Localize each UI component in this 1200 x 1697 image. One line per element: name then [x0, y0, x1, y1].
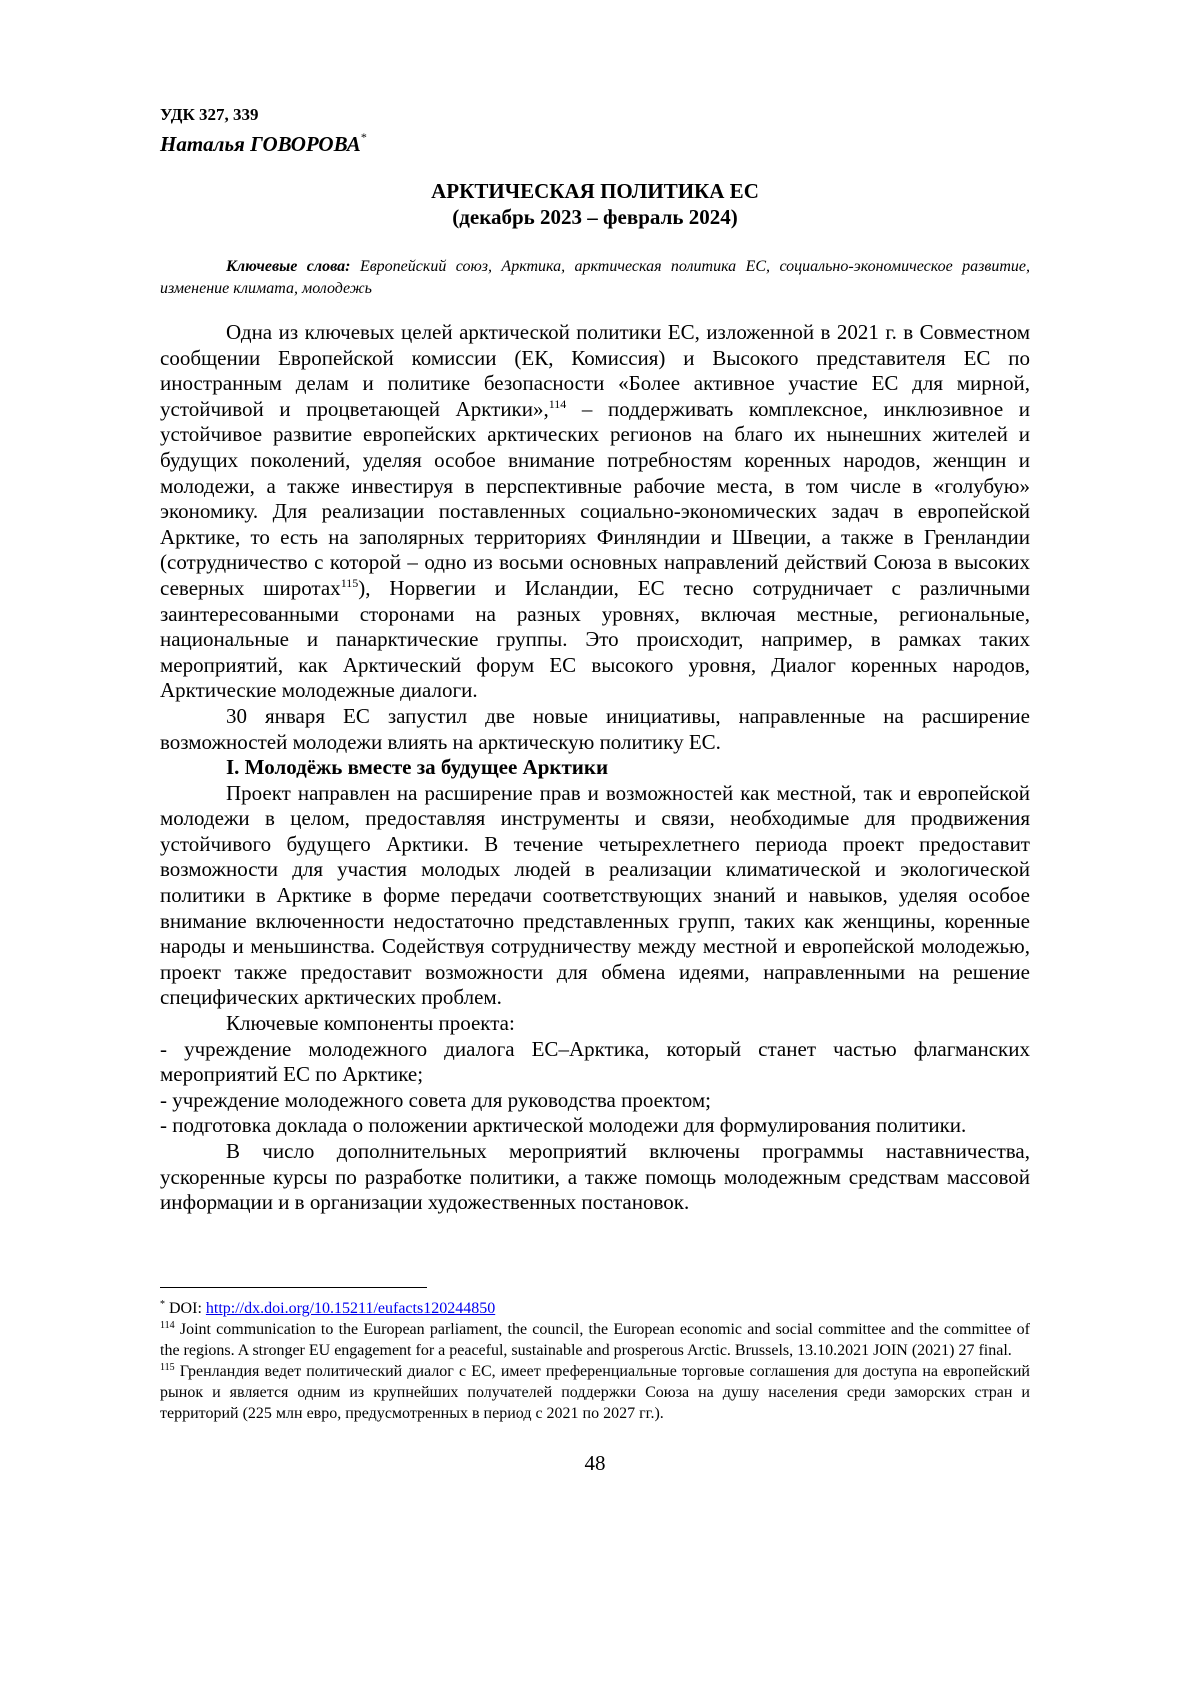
- page-number: 48: [584, 1451, 606, 1475]
- keywords: [160, 256, 1030, 300]
- footnote-doi: [160, 1298, 1030, 1319]
- paragraph-3: Проект направлен на расширение прав и возможностей как местной, так и европейской молодежи в целом, предоставляя инструменты и связи, необходимые для продвижения устойчивого будущего Арктики. В течение четырехлетнего периода проект предоставит возможности для участия молодых людей в реализации климатической и экологической политики в Арктике в форме передачи соответствующих знаний и навыков, уделяя особое внимание включенности недостаточно представленных групп, таких как женщины, коренные народы и меньшинства. Содействуя сотрудничеству между местной и европейской молодежью, проект также предоставит возможности для обмена идеями, направленными на решение специфических арктических проблем.: [160, 780, 1030, 1010]
- paragraph-1-part-a: Одна из ключевых целей арктической политики ЕС, изложенной в 2021 г. в Совместном сообщении Европейской комиссии (ЕК, Комиссия) и Высокого представителя ЕС по иностранным делам и политике безопасности «Более активное участие ЕС для мирной, устойчивой и процветающей Арктики»,: [160, 320, 1030, 421]
- doi-label: DOI:: [165, 1300, 206, 1317]
- footnote-ref-115[interactable]: 115: [340, 575, 359, 590]
- footnote-divider: [160, 1287, 427, 1288]
- author-footnote-mark[interactable]: *: [360, 130, 367, 144]
- paragraph-5: В число дополнительных мероприятий включены программы наставничества, ускоренные курсы по разработке политики, а также помощь молодежным средствам массовой информации и в организации художественных постановок.: [160, 1139, 1030, 1215]
- keywords-label: Ключевые слова:: [226, 258, 351, 275]
- footnote-115-text: Гренландия ведет политический диалог с ЕС, имеет преференциальные торговые соглашения для доступа на европейский рынок и является одним из крупнейших получателей поддержки Союза на душу населения среди заморских стран и территорий (225 млн евро, предусмотренных в период с 2021 по 2027 гг.).: [160, 1363, 1030, 1422]
- paragraph-1: [160, 320, 1030, 704]
- doi-link[interactable]: http://dx.doi.org/10.15211/eufacts120244850: [205, 1300, 496, 1317]
- article-body: [160, 320, 1030, 1216]
- paragraph-2: 30 января ЕС запустил две новые инициативы, направленные на расширение возможностей молодежи влиять на арктическую политику ЕС.: [160, 703, 1030, 754]
- footnote-mark-115: 115: [160, 1362, 175, 1373]
- author-name: [160, 126, 367, 157]
- footnote-115: [160, 1361, 1030, 1424]
- udk-code: УДК 327, 339: [160, 105, 259, 124]
- footnote-114: [160, 1319, 1030, 1361]
- title-line-1: АРКТИЧЕСКАЯ ПОЛИТИКА ЕС: [431, 179, 759, 203]
- author-name-text: Наталья ГОВОРОВА: [160, 132, 361, 156]
- paragraph-1-part-b: – поддерживать комплексное, инклюзивное и устойчивое развитие европейских арктических регионов на благо их нынешних жителей и будущих поколений, уделяя особое внимание потребностям коренных народов, женщин и молодежи, а также инвестируя в перспективные рабочие места, в том числе в «голубую» экономику. Для реализации поставленных социально-экономических задач в европейской Арктике, то есть на заполярных территориях Финляндии и Швеции, а также в Гренландии (сотрудничество с которой – одно из восьми основных направлений действий Союза в высоких северных широтах: [160, 396, 1030, 600]
- paragraph-4: Ключевые компоненты проекта:: [226, 1011, 515, 1036]
- list-item: - учреждение молодежного совета для руководства проектом;: [160, 1087, 711, 1112]
- footnote-mark-star: *: [160, 1299, 165, 1310]
- section-heading-1: I. Молодёжь вместе за будущее Арктики: [226, 755, 609, 780]
- list-item: - подготовка доклада о положении арктической молодежи для формулирования политики.: [160, 1113, 967, 1138]
- paragraph-1-part-c: ), Норвегии и Исландии, ЕС тесно сотрудничает с различными заинтересованными сторонами на разных уровнях, включая местные, региональные, национальные и панарктические группы. Это происходит, например, в рамках таких мероприятий, как Арктический форум ЕС высокого уровня, Диалог коренных народов, Арктические молодежные диалоги.: [160, 575, 1030, 703]
- footnote-ref-114[interactable]: 114: [548, 396, 567, 411]
- footnotes: [160, 1298, 1030, 1424]
- title-line-2: (декабрь 2023 – февраль 2024): [452, 205, 738, 229]
- list-item: - учреждение молодежного диалога ЕС–Арктика, который станет частью флагманских мероприятий ЕС по Арктике;: [160, 1036, 1030, 1087]
- article-title: [160, 178, 1030, 230]
- footnote-mark-114: 114: [160, 1320, 175, 1331]
- keywords-text: Европейский союз, Арктика, арктическая политика ЕС, социально-экономическое развитие, изменение климата, молодежь: [160, 258, 1031, 297]
- footnote-114-text: Joint communication to the European parliament, the council, the European economic and social committee and the committee of the regions. A stronger EU engagement for a peaceful, sustainable and prosperous Arctic. Brussels, 13.10.2021 JOIN (2021) 27 final.: [160, 1321, 1030, 1359]
- article-header: [160, 104, 367, 157]
